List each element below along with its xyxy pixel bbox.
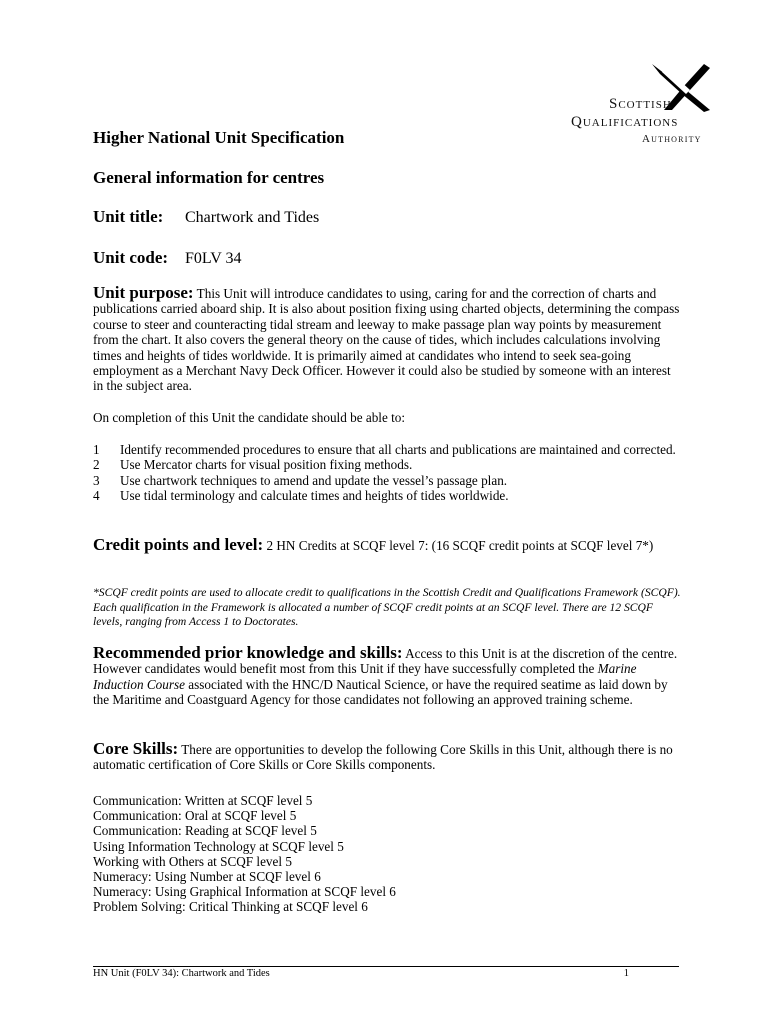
document-title: Higher National Unit Specification <box>93 128 345 147</box>
logo-line-2: Qualifications <box>571 114 679 130</box>
core-skills-list <box>93 793 683 915</box>
footer-text: HN Unit (F0LV 34): Chartwork and Tides <box>93 968 270 979</box>
credit-points-label: Credit points and level: <box>93 535 264 554</box>
list-item: 1 Identify recommended procedures to ensure that all charts and publications are maintained and corrected. <box>93 442 676 457</box>
document-subtitle: General information for centres <box>93 168 325 187</box>
logo-line-1: Scottish <box>609 96 672 112</box>
unit-purpose-text: This Unit will introduce candidates to using, caring for and the correction of charts and publications carried aboard ship. It is also about position fixing using charted objects, determining the compass course to steer and counteracting tidal stream and leeway to make passage plan way points by measurement from the chart. It also covers the general theory on the cause of tides, which includes calculations involving times and heights of tides worldwide. It is primarily aimed at candidates who intend to seek sea-going employment as a Merchant Navy Deck Officer. However it could also be studied by someone with an interest in the subject area. <box>93 286 680 394</box>
unit-title-value: Chartwork and Tides <box>185 209 320 226</box>
unit-title-label: Unit title: <box>93 207 164 226</box>
sqa-logo <box>551 60 716 150</box>
list-item: 2 Use Mercator charts for visual position fixing methods. <box>93 457 413 473</box>
core-skills-text: There are opportunities to develop the following Core Skills in this Unit, although there is no automatic certification of Core Skills or Core Skills components. <box>93 742 673 773</box>
list-item: Numeracy: Using Number at SCQF level 6 <box>93 869 321 885</box>
page-footer <box>93 968 679 979</box>
unit-code-label: Unit code: <box>93 248 169 267</box>
page-number: 1 <box>623 968 629 979</box>
list-item: Working with Others at SCQF level 5 <box>93 853 292 869</box>
unit-code-row <box>93 248 241 268</box>
course-name: Marine Induction Course <box>93 661 637 692</box>
list-item: Using Information Technology at SCQF level 5 <box>93 838 344 854</box>
list-item: Communication: Oral at SCQF level 5 <box>93 808 297 824</box>
list-item: 3 Use chartwork techniques to amend and update the vessel’s passage plan. <box>93 472 508 488</box>
list-item: 4 Use tidal terminology and calculate times and heights of tides worldwide. <box>93 488 509 504</box>
scqf-note: *SCQF credit points are used to allocate credit to qualifications in the Scottish Credit and Qualifications Framework (SCQF). Each qualification in the Framework is allocated a number of SCQF credit points at an SCQF level. There are 12 SCQF levels, ranging from Access 1 to Doctorates. <box>93 586 681 629</box>
completion-intro: On completion of this Unit the candidate should be able to: <box>93 410 406 425</box>
unit-purpose <box>93 285 683 394</box>
prior-knowledge: Recommended prior knowledge and skills: Access to this Unit is at the discretion of the centre. However candidates would benefit most from this Unit if they have successfully completed the Marine Induction Course associated with the HNC/D Nautical Science, or have the required seatime as laid down by the Maritime and Coastguard Agency for those candidates not following an approved training scheme. <box>93 643 678 708</box>
unit-code-value: F0LV 34 <box>185 250 242 267</box>
credit-points-text: 2 HN Credits at SCQF level 7: (16 SCQF credit points at SCQF level 7*) <box>266 538 654 553</box>
logo-line-3: Authority <box>642 133 702 145</box>
list-item: Numeracy: Using Graphical Information at SCQF level 6 <box>93 884 396 900</box>
footer-divider <box>93 966 679 967</box>
core-skills-label: Core Skills: <box>93 739 179 758</box>
core-skills <box>93 741 683 773</box>
credit-points <box>93 537 683 553</box>
list-item: Communication: Written at SCQF level 5 <box>93 793 313 808</box>
unit-purpose-label: Unit purpose: <box>93 283 194 302</box>
unit-title-row <box>93 207 319 227</box>
outcomes-list <box>93 442 683 504</box>
list-item: Problem Solving: Critical Thinking at SCQF level 6 <box>93 899 368 915</box>
list-item: Communication: Reading at SCQF level 5 <box>93 823 317 839</box>
prior-knowledge-label: Recommended prior knowledge and skills: <box>93 643 403 662</box>
